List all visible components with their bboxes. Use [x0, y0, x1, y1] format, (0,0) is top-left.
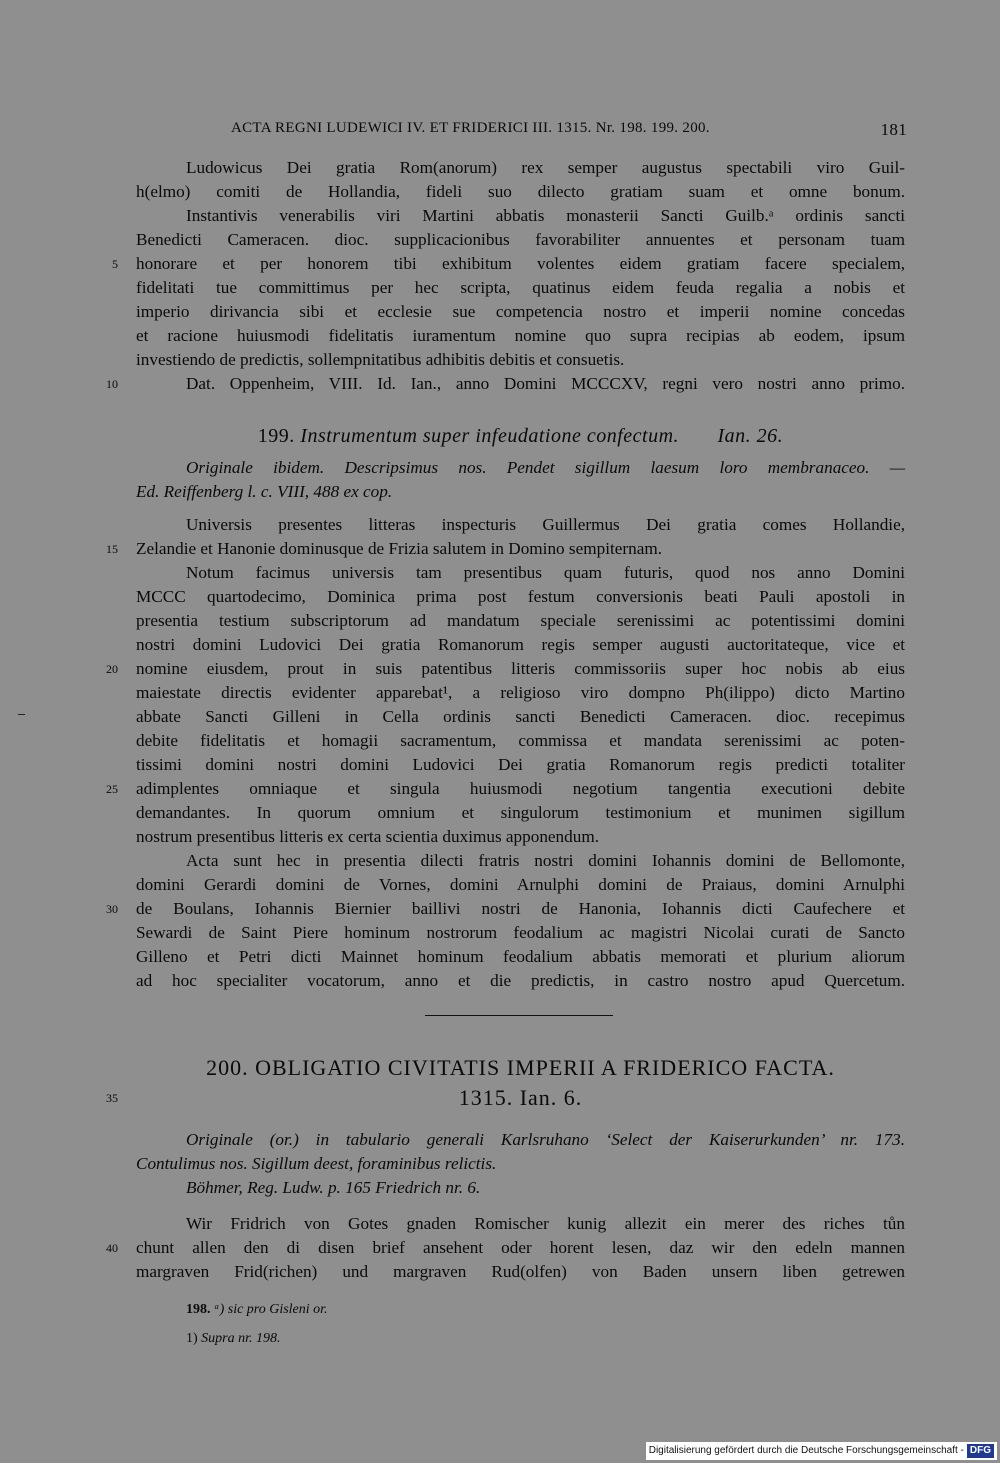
doc199-line: MCCC quartodecimo, Dominica prima post festum conversionis beati Pauli apostoli in	[136, 587, 905, 606]
doc199-line: de Boulans, Iohannis Biernier baillivi nostri de Hanonia, Iohannis dicti Caufechere et	[136, 899, 905, 918]
doc199-source-line: Originale ibidem. Descripsimus nos. Pendet sigillum laesum loro membranaceo. —	[186, 458, 905, 477]
footnote-1-label: 1)	[186, 1331, 198, 1346]
doc198-line: Instantivis venerabilis viri Martini abbatis monasterii Sancti Guilb.ᵃ ordinis sancti	[186, 206, 905, 225]
doc200-line: Wir Fridrich von Gotes gnaden Romischer kunig allezit ein merer des riches tůn	[186, 1214, 905, 1233]
footnote-1	[186, 1329, 281, 1349]
line-number: 5	[112, 257, 118, 271]
doc199-line: Sewardi de Saint Piere hominum nostrorum feodalium ac magistri Nicolai curati de Sancto	[136, 923, 905, 942]
doc199-line: Acta sunt hec in presentia dilecti fratris nostri domini Iohannis domini de Bellomonte,	[186, 851, 905, 870]
doc198-line: et racione huiusmodi fidelitatis iuramentum nomine quo supra recipias ab eodem, ipsum	[136, 326, 905, 345]
doc199-line: nostrum presentibus litteris ex certa scientia duximus apponendum.	[136, 827, 600, 846]
section-divider	[425, 1015, 613, 1016]
doc200-source-line: Originale (or.) in tabulario generali Karlsruhano ‘Select der Kaiserurkunden’ nr. 173.	[186, 1130, 905, 1149]
doc199-line: maiestate directis evidenter apparebat¹, a religioso viro dompno Ph(ilippo) dicto Martino	[136, 683, 905, 702]
footnote-1-text: Supra nr. 198.	[201, 1331, 281, 1346]
margin-mark	[18, 714, 25, 715]
doc200-source-line: Contulimus nos. Sigillum deest, foraminibus relictis.	[136, 1154, 497, 1173]
doc200-date: 1315. Ian. 6.	[458, 1085, 583, 1110]
doc198-line: investiendo de predictis, sollempnitatibus adhibitis debitis et consuetis.	[136, 350, 625, 369]
doc199-line: nomine eiusdem, prout in suis patentibus litteris commissoriis super hoc nobis ab eius	[136, 659, 905, 678]
dfg-notice-text: Digitalisierung gefördert durch die Deutsche Forschungsgemeinschaft -	[648, 1445, 964, 1456]
doc198-line: honorare et per honorem tibi exhibitum volentes eidem gratiam facere specialem,	[136, 254, 905, 273]
doc198-line: imperio dirivancia sibi et ecclesie sue competencia nostro et imperii nomine concedas	[136, 302, 905, 321]
doc199-line: tissimi domini nostri domini Ludovici Dei gratia Romanorum regis predicti totaliter	[136, 755, 905, 774]
doc199-line: Universis presentes litteras inspecturis Guillermus Dei gratia comes Hollandie,	[186, 515, 905, 534]
line-number: 20	[106, 662, 118, 676]
doc199-line: Zelandie et Hanonie dominusque de Frizia salutem in Domino sempiternam.	[136, 539, 662, 558]
doc199-line: Gilleno et Petri dicti Mainnet hominum feodalium abbatis memorati et plurium aliorum	[136, 947, 905, 966]
doc199-line: debite fidelitatis et homagii sacramentum, commissa et mandata serenissimi ac poten-	[136, 731, 905, 750]
doc199-title: Instrumentum super infeudatione confectum.	[300, 425, 680, 447]
page-number: 181	[880, 120, 907, 139]
footnote-198	[186, 1300, 328, 1320]
doc200-heading: 200. OBLIGATIO CIVITATIS IMPERII A FRIDERICO FACTA.	[206, 1055, 835, 1080]
line-number: 30	[106, 902, 118, 916]
doc198-line: Benedicti Cameracen. dioc. supplicacionibus favorabiliter annuentes et personam tuam	[136, 230, 905, 249]
doc198-line: Dat. Oppenheim, VIII. Id. Ian., anno Domini MCCCXV, regni vero nostri anno primo.	[186, 374, 905, 393]
doc199-line: domini Gerardi domini de Vornes, domini Arnulphi domini de Praiaus, domini Arnulphi	[136, 875, 905, 894]
doc199-line: demandantes. In quorum omnium et singulorum testimonium et munimen sigillum	[136, 803, 905, 822]
doc199-line: Notum facimus universis tam presentibus quam futuris, quod nos anno Domini	[186, 563, 905, 582]
doc199-line: presentia testium subscriptorum ad mandatum speciale serenissimi ac potentissimi domini	[136, 611, 905, 630]
line-number: 15	[106, 542, 118, 556]
line-number: 35	[106, 1091, 118, 1105]
doc199-date: Ian. 26.	[717, 425, 784, 447]
footnote-198-label: 198.	[186, 1302, 211, 1317]
doc198-line: h(elmo) comiti de Hollandia, fideli suo dilecto gratiam suam et omne bonum.	[136, 182, 905, 201]
doc199-line: adimplentes omniaque et singula huiusmodi negotium tangentia executioni debite	[136, 779, 905, 798]
dfg-notice	[646, 1442, 997, 1460]
doc200-line: chunt allen den di disen brief ansehent oder horent lesen, daz wir den edeln mannen	[136, 1238, 905, 1257]
doc199-number: 199.	[257, 425, 295, 447]
doc198-line: fidelitati tue committimus per hec scripta, quatinus eidem feuda regalia a nobis et	[136, 278, 905, 297]
dfg-logo: DFG	[967, 1444, 994, 1458]
doc199-source-line: Ed. Reiffenberg l. c. VIII, 488 ex cop.	[136, 482, 393, 501]
doc200-line: margraven Frid(richen) und margraven Rud(olfen) von Baden unsern liben getrewen	[136, 1262, 905, 1281]
doc199-line: abbate Sancti Gilleni in Cella ordinis sancti Benedicti Cameracen. dioc. recepimus	[136, 707, 905, 726]
doc199-heading	[136, 422, 905, 450]
doc198-line: Ludowicus Dei gratia Rom(anorum) rex semper augustus spectabili viro Guil-	[186, 158, 905, 177]
doc199-line: nostri domini Ludovici Dei gratia Romanorum regis semper augusti auctoritateque, vice et	[136, 635, 905, 654]
doc199-line: ad hoc specialiter vocatorum, anno et die predictis, in castro nostro apud Quercetum.	[136, 971, 905, 990]
line-number: 40	[106, 1241, 118, 1255]
footnote-198-text: ᵃ) sic pro Gisleni or.	[214, 1302, 328, 1317]
running-head-title: ACTA REGNI LUDEWICI IV. ET FRIDERICI III. 1315. Nr. 198. 199. 200.	[231, 120, 710, 136]
doc200-source-line: Böhmer, Reg. Ludw. p. 165 Friedrich nr. 6.	[186, 1178, 481, 1197]
line-number: 25	[106, 782, 118, 796]
line-number: 10	[106, 377, 118, 391]
